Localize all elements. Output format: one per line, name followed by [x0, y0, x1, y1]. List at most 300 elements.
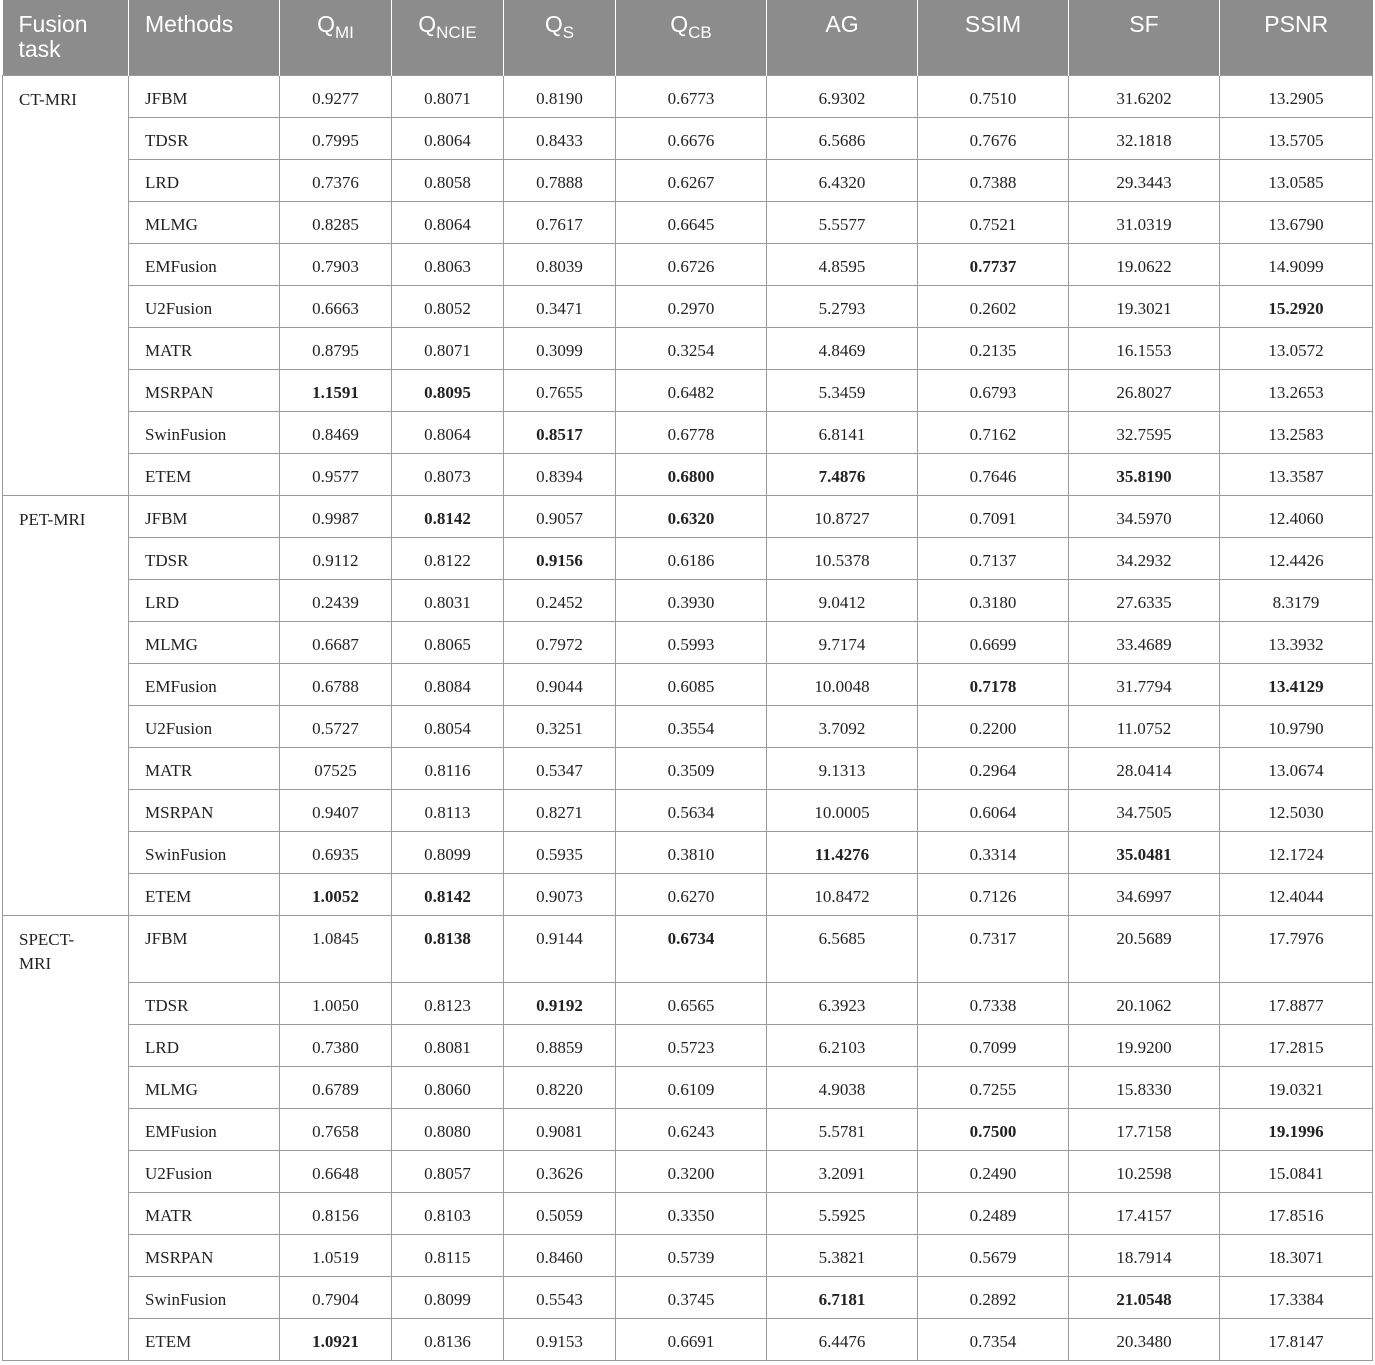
- value-cell: 12.1724: [1220, 831, 1373, 873]
- value-cell: 13.0674: [1220, 747, 1373, 789]
- value-cell: 07525: [280, 747, 392, 789]
- value-cell: 0.3251: [504, 705, 616, 747]
- value-cell: 0.6699: [918, 621, 1069, 663]
- value-cell: 4.8595: [767, 243, 918, 285]
- value-cell: 0.8517: [504, 411, 616, 453]
- value-cell: 0.8064: [392, 411, 504, 453]
- method-cell: SwinFusion: [129, 411, 280, 453]
- table-row: [3, 243, 1373, 285]
- value-cell: 0.6267: [616, 159, 767, 201]
- value-cell: 0.8052: [392, 285, 504, 327]
- value-cell: 0.5679: [918, 1234, 1069, 1276]
- value-cell: 0.6773: [616, 75, 767, 117]
- header-qncie-sub: NCIE: [436, 23, 477, 42]
- value-cell: 0.2892: [918, 1276, 1069, 1318]
- value-cell: 1.0519: [280, 1234, 392, 1276]
- value-cell: 0.2489: [918, 1192, 1069, 1234]
- value-cell: 6.3923: [767, 982, 918, 1024]
- method-cell: MSRPAN: [129, 789, 280, 831]
- header-fusion-task: Fusion task: [3, 0, 129, 75]
- value-cell: 7.4876: [767, 453, 918, 495]
- value-cell: 0.8285: [280, 201, 392, 243]
- value-cell: 26.8027: [1069, 369, 1220, 411]
- value-cell: 5.5781: [767, 1108, 918, 1150]
- header-psnr: PSNR: [1220, 0, 1373, 75]
- table-row: [3, 873, 1373, 915]
- table-row: [3, 495, 1373, 537]
- value-cell: 0.3810: [616, 831, 767, 873]
- value-cell: 11.0752: [1069, 705, 1220, 747]
- value-cell: 1.0050: [280, 982, 392, 1024]
- value-cell: 5.3821: [767, 1234, 918, 1276]
- header-qs-sub: S: [562, 23, 575, 42]
- header-qs-base: Q: [544, 11, 563, 37]
- value-cell: 17.4157: [1069, 1192, 1220, 1234]
- table-row: [3, 1234, 1373, 1276]
- method-cell: SwinFusion: [129, 1276, 280, 1318]
- value-cell: 0.6186: [616, 537, 767, 579]
- method-cell: MATR: [129, 1192, 280, 1234]
- value-cell: 10.9790: [1220, 705, 1373, 747]
- value-cell: 32.7595: [1069, 411, 1220, 453]
- value-cell: 32.1818: [1069, 117, 1220, 159]
- value-cell: 0.8123: [392, 982, 504, 1024]
- value-cell: 0.6270: [616, 873, 767, 915]
- value-cell: 0.2490: [918, 1150, 1069, 1192]
- table-row: [3, 1024, 1373, 1066]
- value-cell: 0.9112: [280, 537, 392, 579]
- value-cell: 20.5689: [1069, 915, 1220, 982]
- value-cell: 0.8394: [504, 453, 616, 495]
- value-cell: 0.9192: [504, 982, 616, 1024]
- value-cell: 6.4476: [767, 1318, 918, 1360]
- value-cell: 19.9200: [1069, 1024, 1220, 1066]
- value-cell: 28.0414: [1069, 747, 1220, 789]
- value-cell: 10.0005: [767, 789, 918, 831]
- value-cell: 1.0845: [280, 915, 392, 982]
- table-header: [3, 0, 1373, 75]
- value-cell: 0.8031: [392, 579, 504, 621]
- value-cell: 6.2103: [767, 1024, 918, 1066]
- header-qcb: [616, 0, 767, 75]
- value-cell: 0.8469: [280, 411, 392, 453]
- value-cell: 0.2970: [616, 285, 767, 327]
- value-cell: 19.1996: [1220, 1108, 1373, 1150]
- value-cell: 6.5686: [767, 117, 918, 159]
- value-cell: 31.7794: [1069, 663, 1220, 705]
- value-cell: 31.0319: [1069, 201, 1220, 243]
- value-cell: 0.3254: [616, 327, 767, 369]
- value-cell: 0.3554: [616, 705, 767, 747]
- table-row: [3, 579, 1373, 621]
- value-cell: 0.6676: [616, 117, 767, 159]
- value-cell: 0.2439: [280, 579, 392, 621]
- value-cell: 0.5347: [504, 747, 616, 789]
- value-cell: 4.9038: [767, 1066, 918, 1108]
- value-cell: 12.5030: [1220, 789, 1373, 831]
- value-cell: 0.8064: [392, 201, 504, 243]
- value-cell: 0.9277: [280, 75, 392, 117]
- value-cell: 10.8472: [767, 873, 918, 915]
- method-cell: MSRPAN: [129, 369, 280, 411]
- value-cell: 0.7972: [504, 621, 616, 663]
- table-row: [3, 285, 1373, 327]
- value-cell: 17.8516: [1220, 1192, 1373, 1234]
- value-cell: 29.3443: [1069, 159, 1220, 201]
- value-cell: 10.5378: [767, 537, 918, 579]
- fusion-task-cell: CT-MRI: [3, 75, 129, 495]
- table-row: [3, 411, 1373, 453]
- value-cell: 0.2135: [918, 327, 1069, 369]
- table-row: [3, 1192, 1373, 1234]
- table-body: [3, 75, 1373, 1360]
- table-row: [3, 747, 1373, 789]
- table-row: [3, 789, 1373, 831]
- value-cell: 9.1313: [767, 747, 918, 789]
- value-cell: 34.7505: [1069, 789, 1220, 831]
- method-cell: MSRPAN: [129, 1234, 280, 1276]
- table-row: [3, 75, 1373, 117]
- value-cell: 0.9156: [504, 537, 616, 579]
- value-cell: 0.6064: [918, 789, 1069, 831]
- value-cell: 5.3459: [767, 369, 918, 411]
- value-cell: 0.7388: [918, 159, 1069, 201]
- value-cell: 5.5577: [767, 201, 918, 243]
- value-cell: 1.0052: [280, 873, 392, 915]
- value-cell: 0.9057: [504, 495, 616, 537]
- value-cell: 0.9407: [280, 789, 392, 831]
- value-cell: 0.7091: [918, 495, 1069, 537]
- value-cell: 13.4129: [1220, 663, 1373, 705]
- method-cell: ETEM: [129, 453, 280, 495]
- table-row: [3, 1276, 1373, 1318]
- value-cell: 0.8060: [392, 1066, 504, 1108]
- value-cell: 13.3587: [1220, 453, 1373, 495]
- value-cell: 18.3071: [1220, 1234, 1373, 1276]
- value-cell: 0.3200: [616, 1150, 767, 1192]
- value-cell: 0.7354: [918, 1318, 1069, 1360]
- method-cell: U2Fusion: [129, 705, 280, 747]
- value-cell: 0.3314: [918, 831, 1069, 873]
- value-cell: 10.0048: [767, 663, 918, 705]
- value-cell: 0.3350: [616, 1192, 767, 1234]
- value-cell: 10.2598: [1069, 1150, 1220, 1192]
- method-cell: LRD: [129, 159, 280, 201]
- value-cell: 19.0622: [1069, 243, 1220, 285]
- value-cell: 0.6482: [616, 369, 767, 411]
- method-cell: JFBM: [129, 495, 280, 537]
- value-cell: 0.9577: [280, 453, 392, 495]
- value-cell: 31.6202: [1069, 75, 1220, 117]
- value-cell: 0.9987: [280, 495, 392, 537]
- table-row: [3, 663, 1373, 705]
- fusion-task-cell: PET-MRI: [3, 495, 129, 915]
- value-cell: 12.4060: [1220, 495, 1373, 537]
- table-row: [3, 915, 1373, 982]
- value-cell: 0.8099: [392, 1276, 504, 1318]
- value-cell: 13.6790: [1220, 201, 1373, 243]
- method-cell: ETEM: [129, 873, 280, 915]
- value-cell: 14.9099: [1220, 243, 1373, 285]
- value-cell: 0.6648: [280, 1150, 392, 1192]
- header-qncie-base: Q: [418, 11, 437, 37]
- header-qmi-sub: MI: [335, 23, 354, 42]
- value-cell: 4.8469: [767, 327, 918, 369]
- header-ag: AG: [767, 0, 918, 75]
- method-cell: EMFusion: [129, 663, 280, 705]
- table-row: [3, 1318, 1373, 1360]
- value-cell: 0.2964: [918, 747, 1069, 789]
- header-row: [3, 0, 1373, 75]
- value-cell: 0.8271: [504, 789, 616, 831]
- value-cell: 0.8095: [392, 369, 504, 411]
- value-cell: 0.8103: [392, 1192, 504, 1234]
- value-cell: 0.8113: [392, 789, 504, 831]
- header-sf: SF: [1069, 0, 1220, 75]
- results-table: [2, 0, 1373, 1361]
- value-cell: 0.8054: [392, 705, 504, 747]
- value-cell: 0.8859: [504, 1024, 616, 1066]
- value-cell: 16.1553: [1069, 327, 1220, 369]
- value-cell: 0.8073: [392, 453, 504, 495]
- value-cell: 0.3180: [918, 579, 1069, 621]
- value-cell: 0.5634: [616, 789, 767, 831]
- value-cell: 0.9081: [504, 1108, 616, 1150]
- value-cell: 0.6645: [616, 201, 767, 243]
- value-cell: 0.6726: [616, 243, 767, 285]
- header-methods: Methods: [129, 0, 280, 75]
- value-cell: 3.2091: [767, 1150, 918, 1192]
- value-cell: 0.2602: [918, 285, 1069, 327]
- value-cell: 0.5059: [504, 1192, 616, 1234]
- value-cell: 5.2793: [767, 285, 918, 327]
- value-cell: 0.7888: [504, 159, 616, 201]
- value-cell: 0.7162: [918, 411, 1069, 453]
- value-cell: 0.7137: [918, 537, 1069, 579]
- value-cell: 0.8058: [392, 159, 504, 201]
- value-cell: 0.6793: [918, 369, 1069, 411]
- value-cell: 12.4044: [1220, 873, 1373, 915]
- value-cell: 0.5543: [504, 1276, 616, 1318]
- value-cell: 15.2920: [1220, 285, 1373, 327]
- value-cell: 0.8220: [504, 1066, 616, 1108]
- value-cell: 13.2583: [1220, 411, 1373, 453]
- value-cell: 13.3932: [1220, 621, 1373, 663]
- value-cell: 0.3471: [504, 285, 616, 327]
- value-cell: 1.0921: [280, 1318, 392, 1360]
- value-cell: 0.8064: [392, 117, 504, 159]
- value-cell: 0.7737: [918, 243, 1069, 285]
- value-cell: 0.9153: [504, 1318, 616, 1360]
- table-row: [3, 537, 1373, 579]
- value-cell: 0.5739: [616, 1234, 767, 1276]
- value-cell: 17.2815: [1220, 1024, 1373, 1066]
- value-cell: 0.7903: [280, 243, 392, 285]
- value-cell: 0.7338: [918, 982, 1069, 1024]
- table-row: [3, 705, 1373, 747]
- value-cell: 0.5727: [280, 705, 392, 747]
- method-cell: TDSR: [129, 117, 280, 159]
- value-cell: 9.7174: [767, 621, 918, 663]
- value-cell: 13.2653: [1220, 369, 1373, 411]
- value-cell: 12.4426: [1220, 537, 1373, 579]
- method-cell: MATR: [129, 747, 280, 789]
- value-cell: 19.3021: [1069, 285, 1220, 327]
- value-cell: 6.8141: [767, 411, 918, 453]
- value-cell: 0.7646: [918, 453, 1069, 495]
- value-cell: 35.0481: [1069, 831, 1220, 873]
- value-cell: 17.3384: [1220, 1276, 1373, 1318]
- value-cell: 0.6788: [280, 663, 392, 705]
- value-cell: 13.2905: [1220, 75, 1373, 117]
- value-cell: 0.7510: [918, 75, 1069, 117]
- value-cell: 0.3509: [616, 747, 767, 789]
- value-cell: 0.6085: [616, 663, 767, 705]
- table-row: [3, 327, 1373, 369]
- value-cell: 0.6663: [280, 285, 392, 327]
- value-cell: 6.7181: [767, 1276, 918, 1318]
- value-cell: 0.7676: [918, 117, 1069, 159]
- value-cell: 10.8727: [767, 495, 918, 537]
- value-cell: 0.3745: [616, 1276, 767, 1318]
- value-cell: 5.5925: [767, 1192, 918, 1234]
- table-row: [3, 1108, 1373, 1150]
- value-cell: 0.8071: [392, 75, 504, 117]
- header-qncie: [392, 0, 504, 75]
- value-cell: 6.5685: [767, 915, 918, 982]
- table-row: [3, 982, 1373, 1024]
- table-row: [3, 1066, 1373, 1108]
- method-cell: U2Fusion: [129, 285, 280, 327]
- value-cell: 0.8190: [504, 75, 616, 117]
- value-cell: 0.7658: [280, 1108, 392, 1150]
- method-cell: MLMG: [129, 1066, 280, 1108]
- value-cell: 0.6687: [280, 621, 392, 663]
- value-cell: 0.5993: [616, 621, 767, 663]
- value-cell: 13.0585: [1220, 159, 1373, 201]
- value-cell: 17.8877: [1220, 982, 1373, 1024]
- value-cell: 0.8057: [392, 1150, 504, 1192]
- value-cell: 17.7976: [1220, 915, 1373, 982]
- method-cell: EMFusion: [129, 1108, 280, 1150]
- value-cell: 0.8081: [392, 1024, 504, 1066]
- value-cell: 0.2452: [504, 579, 616, 621]
- value-cell: 0.7376: [280, 159, 392, 201]
- value-cell: 34.2932: [1069, 537, 1220, 579]
- value-cell: 1.1591: [280, 369, 392, 411]
- table-row: [3, 831, 1373, 873]
- value-cell: 13.0572: [1220, 327, 1373, 369]
- value-cell: 0.7380: [280, 1024, 392, 1066]
- value-cell: 17.8147: [1220, 1318, 1373, 1360]
- value-cell: 15.8330: [1069, 1066, 1220, 1108]
- header-ssim: SSIM: [918, 0, 1069, 75]
- value-cell: 0.6320: [616, 495, 767, 537]
- value-cell: 0.8460: [504, 1234, 616, 1276]
- value-cell: 33.4689: [1069, 621, 1220, 663]
- method-cell: MLMG: [129, 621, 280, 663]
- value-cell: 0.6935: [280, 831, 392, 873]
- method-cell: EMFusion: [129, 243, 280, 285]
- value-cell: 0.5723: [616, 1024, 767, 1066]
- value-cell: 0.6789: [280, 1066, 392, 1108]
- header-qcb-sub: CB: [688, 23, 712, 42]
- value-cell: 0.7904: [280, 1276, 392, 1318]
- value-cell: 35.8190: [1069, 453, 1220, 495]
- value-cell: 0.9044: [504, 663, 616, 705]
- value-cell: 6.9302: [767, 75, 918, 117]
- method-cell: SwinFusion: [129, 831, 280, 873]
- header-qmi: [280, 0, 392, 75]
- value-cell: 27.6335: [1069, 579, 1220, 621]
- value-cell: 0.8065: [392, 621, 504, 663]
- value-cell: 0.7317: [918, 915, 1069, 982]
- table-row: [3, 621, 1373, 663]
- value-cell: 0.7099: [918, 1024, 1069, 1066]
- method-cell: U2Fusion: [129, 1150, 280, 1192]
- value-cell: 0.8122: [392, 537, 504, 579]
- value-cell: 0.8039: [504, 243, 616, 285]
- method-cell: TDSR: [129, 982, 280, 1024]
- value-cell: 3.7092: [767, 705, 918, 747]
- method-cell: MLMG: [129, 201, 280, 243]
- value-cell: 0.8433: [504, 117, 616, 159]
- value-cell: 20.1062: [1069, 982, 1220, 1024]
- value-cell: 0.8116: [392, 747, 504, 789]
- value-cell: 9.0412: [767, 579, 918, 621]
- value-cell: 0.7178: [918, 663, 1069, 705]
- method-cell: JFBM: [129, 915, 280, 982]
- value-cell: 0.6691: [616, 1318, 767, 1360]
- header-qs: [504, 0, 616, 75]
- value-cell: 8.3179: [1220, 579, 1373, 621]
- value-cell: 0.8099: [392, 831, 504, 873]
- value-cell: 21.0548: [1069, 1276, 1220, 1318]
- value-cell: 11.4276: [767, 831, 918, 873]
- value-cell: 0.7655: [504, 369, 616, 411]
- value-cell: 0.8136: [392, 1318, 504, 1360]
- value-cell: 17.7158: [1069, 1108, 1220, 1150]
- value-cell: 0.6109: [616, 1066, 767, 1108]
- table-row: [3, 117, 1373, 159]
- value-cell: 0.8795: [280, 327, 392, 369]
- value-cell: 0.8156: [280, 1192, 392, 1234]
- value-cell: 0.2200: [918, 705, 1069, 747]
- value-cell: 0.7126: [918, 873, 1069, 915]
- value-cell: 15.0841: [1220, 1150, 1373, 1192]
- value-cell: 0.3930: [616, 579, 767, 621]
- value-cell: 0.8138: [392, 915, 504, 982]
- value-cell: 0.7255: [918, 1066, 1069, 1108]
- value-cell: 20.3480: [1069, 1318, 1220, 1360]
- value-cell: 0.6243: [616, 1108, 767, 1150]
- value-cell: 0.9073: [504, 873, 616, 915]
- value-cell: 0.8071: [392, 327, 504, 369]
- value-cell: 0.6565: [616, 982, 767, 1024]
- value-cell: 13.5705: [1220, 117, 1373, 159]
- value-cell: 0.6800: [616, 453, 767, 495]
- fusion-task-cell: SPECT-MRI: [3, 915, 129, 1360]
- method-cell: LRD: [129, 579, 280, 621]
- value-cell: 18.7914: [1069, 1234, 1220, 1276]
- table-row: [3, 453, 1373, 495]
- method-cell: JFBM: [129, 75, 280, 117]
- value-cell: 0.3626: [504, 1150, 616, 1192]
- value-cell: 0.8063: [392, 243, 504, 285]
- table-row: [3, 369, 1373, 411]
- value-cell: 0.6734: [616, 915, 767, 982]
- value-cell: 0.7500: [918, 1108, 1069, 1150]
